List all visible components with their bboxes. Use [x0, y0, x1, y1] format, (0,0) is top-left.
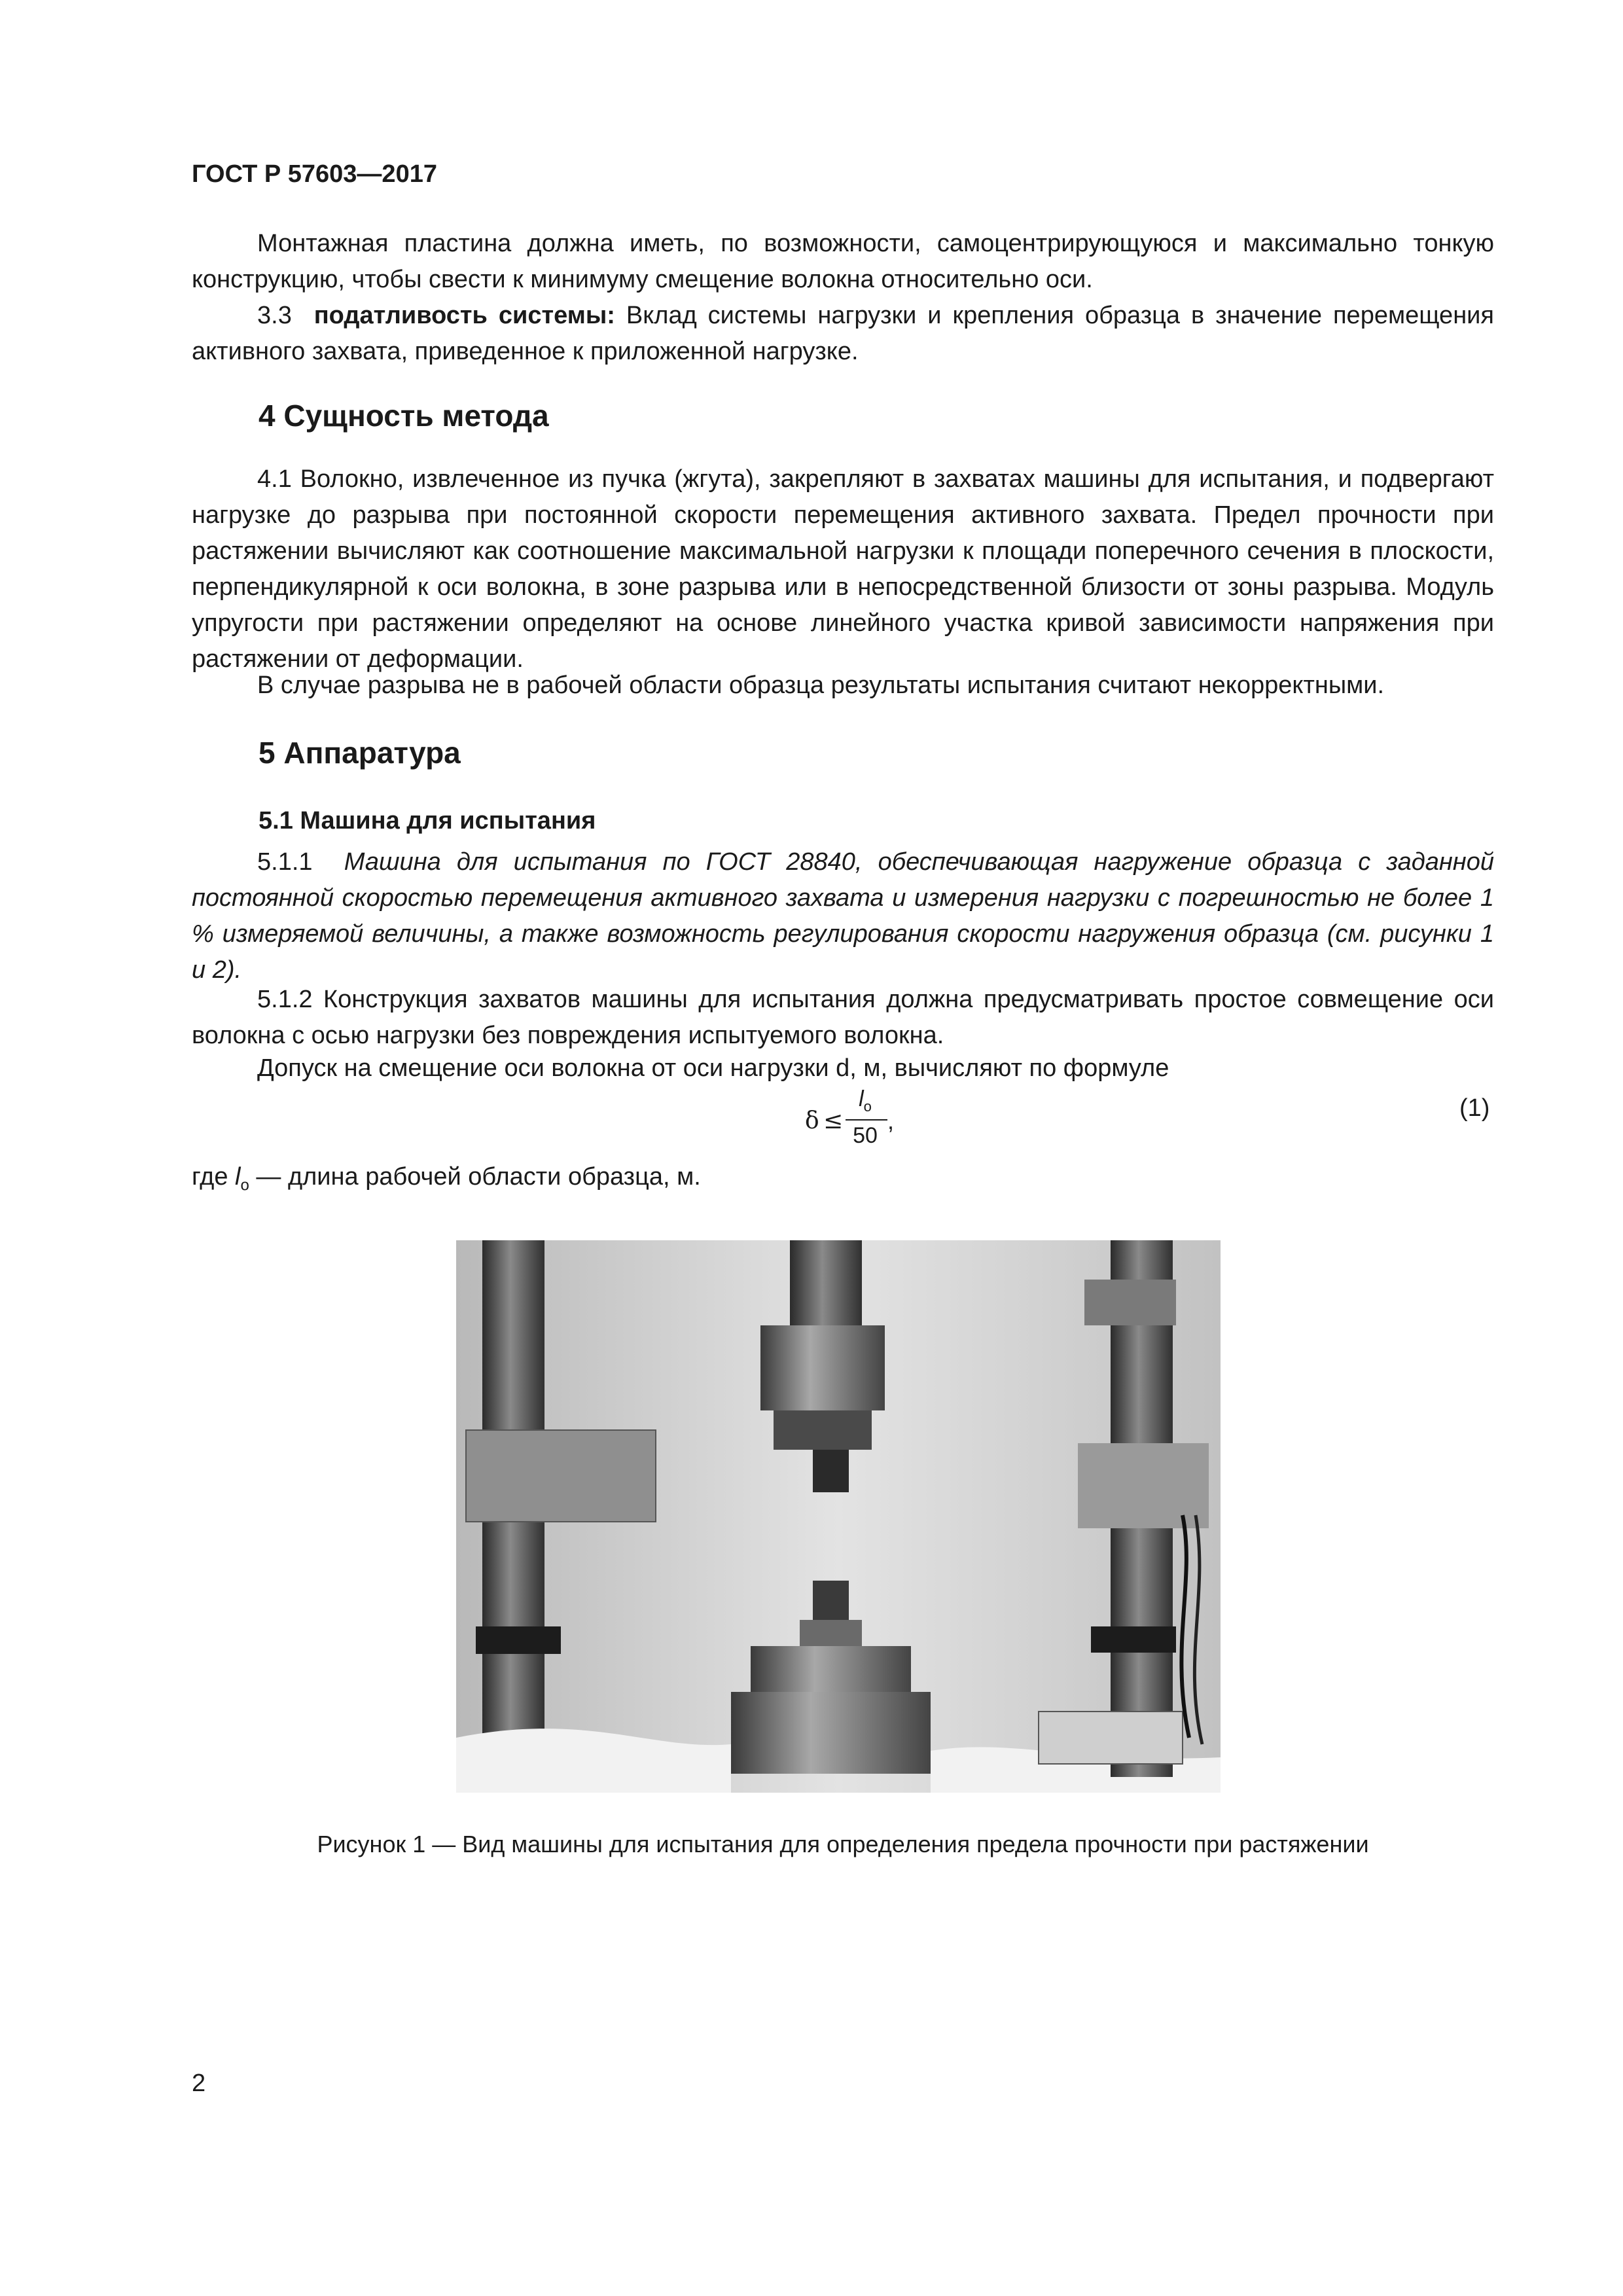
formula-delta: δ [805, 1107, 819, 1134]
formula-numerator: $l_o$ [859, 1086, 872, 1115]
paragraph-mounting-plate: Монтажная пластина должна иметь, по возможности, самоцентрирующуюся и максимально тонкую конструкцию, чтобы свести к минимуму смещение волокна относительно оси. [192, 230, 1494, 293]
figure-1-photo [456, 1240, 1221, 1793]
paragraph-tolerance: Допуск на смещение оси волокна от оси нагрузки d, м, вычисляют по формуле [257, 1054, 1169, 1082]
formula-1 [805, 1086, 910, 1165]
formula-denominator: 50 [853, 1123, 878, 1148]
document-header: ГОСТ Р 57603—2017 [192, 160, 437, 188]
formula-where-clause: где $l_o$ — длина рабочей области образца, м. [192, 1163, 701, 1194]
paragraph-5-1-1-text: Машина для испытания по ГОСТ 28840, обеспечивающая нагружение образца с заданной постоянной скоростью перемещения активного захвата и измерения нагрузки с погрешностью не более 1 % измеряемой величины, а также возможность регулирования скорости нагружения образца (см. рисунки 1 и 2). [192, 848, 1494, 984]
formula-number: (1) [1459, 1094, 1490, 1122]
paragraph-4-1-note: В случае разрыва не в рабочей области образца результаты испытания считают некорректными. [257, 672, 1385, 699]
paragraph-3-3 [192, 298, 1494, 370]
paragraph-3-3-text: Вклад системы нагрузки и крепления образца в значение перемещения активного захвата, приведенное к приложенной нагрузке. [192, 302, 1494, 365]
term-system-compliance: податливость системы: [313, 302, 615, 329]
section-5-heading: 5 Аппаратура [259, 736, 461, 770]
paragraph-3-3-number: 3.3 [257, 302, 292, 329]
formula-fraction-bar [846, 1119, 887, 1121]
paragraph-5-1-2: 5.1.2 Конструкция захватов машины для испытания должна предусматривать простое совмещение оси волокна с осью нагрузки без повреждения испытуемого волокна. [192, 986, 1494, 1049]
figure-1-caption: Рисунок 1 — Вид машины для испытания для определения предела прочности при растяжении [317, 1831, 1369, 1857]
formula-less-equal: ≤ [823, 1107, 844, 1134]
page-number: 2 [192, 2070, 206, 2097]
formula-comma: , [887, 1107, 895, 1134]
paragraph-5-1-1-number: 5.1.1 [257, 848, 313, 876]
paragraph-4-1: 4.1 Волокно, извлеченное из пучка (жгута), закрепляют в захватах машины для испытания, и подвергают нагрузке до разрыва при постоянной скорости перемещения активного захвата. Предел прочности при растяжении вычисляют как соотношение максимальной нагрузки к площади поперечного сечения в плоскости, перпендикулярной к оси волокна, в зоне разрыва или в непосредственной близости от зоны разрыва. Модуль упругости при растяжении определяют на основе линейного участка кривой зависимости напряжения при растяжении от деформации. [192, 465, 1494, 673]
section-4-heading: 4 Сущность метода [259, 399, 549, 433]
subsection-5-1-heading: 5.1 Машина для испытания [259, 807, 596, 834]
paragraph-5-1-1 [192, 844, 1494, 988]
